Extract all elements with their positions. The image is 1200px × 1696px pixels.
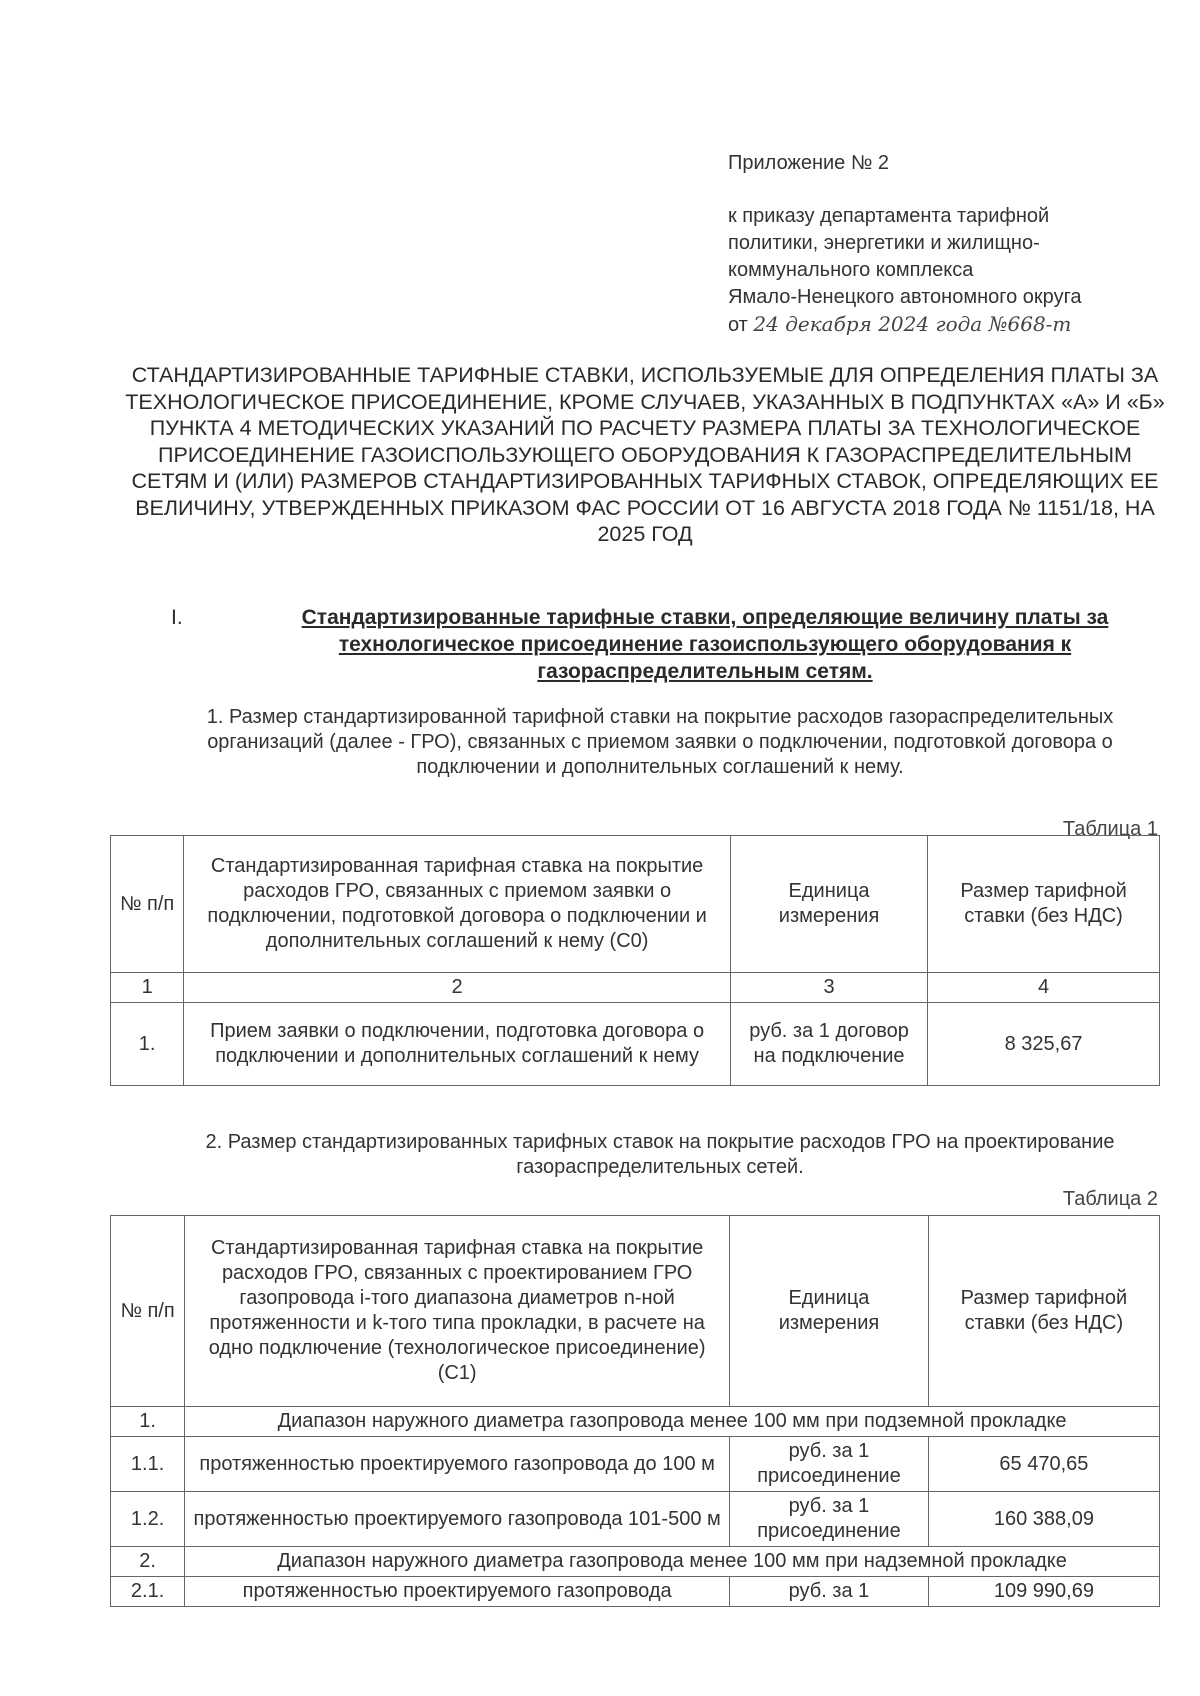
table-group-title: Диапазон наружного диаметра газопровода менее 100 мм при надземной прокладке (185, 1547, 1160, 1577)
section-heading (165, 604, 1165, 685)
table-cell-name: Прием заявки о подключении, подготовка договора о подключении и дополнительных соглашений к нему (184, 1003, 731, 1086)
table-group-title: Диапазон наружного диаметра газопровода менее 100 мм при подземной прокладке (185, 1407, 1160, 1437)
table-cell-num: 1. (111, 1003, 184, 1086)
table-1 (110, 835, 1160, 1086)
table-cell-num: 1.2. (111, 1492, 185, 1547)
table-cell-name: протяженностью проектируемого газопровода (185, 1577, 730, 1607)
table-row (111, 1437, 1160, 1492)
table-cell: 2 (184, 973, 731, 1003)
paragraph-1: 1. Размер стандартизированной тарифной ставки на покрытие расходов газораспределительных организаций (далее - ГРО), связанных с приемом заявки о подключении, подготовкой договора о подключении и дополнительных соглашений к нему. (206, 706, 1114, 778)
annex-date-line (728, 311, 1168, 339)
table-cell-value: 109 990,69 (928, 1577, 1159, 1607)
header-cell-rate: Стандартизированная тарифная ставка на покрытие расходов ГРО, связанных с приемом заявки о подключении, подготовкой договора о подключении и дополнительных соглашений к нему (С0) (184, 836, 731, 973)
table-cell-unit: руб. за 1 присоединение (730, 1492, 929, 1547)
handwritten-signature-date: 24 декабря 2024 года №668-т (753, 312, 1072, 336)
header-cell-rate: Стандартизированная тарифная ставка на покрытие расходов ГРО, связанных с проектированием ГРО газопровода i-того диапазона диаметров n-ной протяженности и k-того типа прокладки, в расчете на одно подключение (технологическое присоединение) (С1) (185, 1216, 730, 1407)
table-cell-unit: руб. за 1 (730, 1577, 929, 1607)
table-cell-num: 1.1. (111, 1437, 185, 1492)
table-cell: 1 (111, 973, 184, 1003)
table-cell-name: протяженностью проектируемого газопровода до 100 м (185, 1437, 730, 1492)
table-cell-unit: руб. за 1 договор на подключение (730, 1003, 927, 1086)
table-header-row (111, 836, 1160, 973)
table-row (111, 1003, 1160, 1086)
table-cell: 4 (928, 973, 1160, 1003)
table-row (111, 1492, 1160, 1547)
table-numbering-row (111, 973, 1160, 1003)
table-group-row (111, 1547, 1160, 1577)
header-cell-num: № п/п (111, 1216, 185, 1407)
annex-line: Ямало-Ненецкого автономного округа (728, 286, 1082, 308)
header-cell-num: № п/п (111, 836, 184, 973)
table-cell-value: 65 470,65 (928, 1437, 1159, 1492)
table-cell-value: 8 325,67 (928, 1003, 1160, 1086)
table-cell-value: 160 388,09 (928, 1492, 1159, 1547)
header-cell-unit: Единица измерения (730, 836, 927, 973)
header-cell-unit: Единица измерения (730, 1216, 929, 1407)
section-number: I. (171, 606, 183, 629)
table-cell-num: 1. (111, 1407, 185, 1437)
document-title: СТАНДАРТИЗИРОВАННЫЕ ТАРИФНЫЕ СТАВКИ, ИСПОЛЬЗУЕМЫЕ ДЛЯ ОПРЕДЕЛЕНИЯ ПЛАТЫ ЗА ТЕХНОЛОГИЧЕСКОЕ ПРИСОЕДИНЕНИЕ, КРОМЕ СЛУЧАЕВ, УКАЗАННЫХ В ПОДПУНКТАХ «А» И «Б» ПУНКТА 4 МЕТОДИЧЕСКИХ УКАЗАНИЙ ПО РАСЧЕТУ РАЗМЕРА ПЛАТЫ ЗА ТЕХНОЛОГИЧЕСКОЕ ПРИСОЕДИНЕНИЕ ГАЗОИСПОЛЬЗУЮЩЕГО ОБОРУДОВАНИЯ К ГАЗОРАСПРЕДЕЛИТЕЛЬНЫМ СЕТЯМ И (ИЛИ) РАЗМЕРОВ СТАНДАРТИЗИРОВАННЫХ ТАРИФНЫХ СТАВОК, ОПРЕДЕЛЯЮЩИХ ЕЕ ВЕЛИЧИНУ, УТВЕРЖДЕННЫХ ПРИКАЗОМ ФАС РОССИИ ОТ 16 АВГУСТА 2018 ГОДА № 1151/18, НА 2025 ГОД (125, 363, 1165, 546)
header-cell-value: Размер тарифной ставки (без НДС) (928, 1216, 1159, 1407)
annex-from: от (728, 314, 748, 336)
annex-number: Приложение № 2 (728, 152, 889, 174)
annex-line: коммунального комплекса (728, 259, 974, 281)
header-cell-value: Размер тарифной ставки (без НДС) (928, 836, 1160, 973)
table-cell: 3 (730, 973, 927, 1003)
table-cell-name: протяженностью проектируемого газопровода 101-500 м (185, 1492, 730, 1547)
table-header-row (111, 1216, 1160, 1407)
table-group-row (111, 1407, 1160, 1437)
table-1-caption: Таблица 1 (1062, 818, 1158, 840)
table-cell-num: 2.1. (111, 1577, 185, 1607)
table-row (111, 1577, 1160, 1607)
section-title: Стандартизированные тарифные ставки, определяющие величину платы за технологическое присоединение газоиспользующего оборудования к газораспределительным сетям. (301, 606, 1109, 683)
table-cell-num: 2. (111, 1547, 185, 1577)
annex-block (728, 150, 1168, 339)
annex-line: политики, энергетики и жилищно- (728, 232, 1040, 254)
table-cell-unit: руб. за 1 присоединение (730, 1437, 929, 1492)
table-2 (110, 1215, 1160, 1607)
table-2-caption: Таблица 2 (1062, 1188, 1158, 1210)
annex-line: к приказу департамента тарифной (728, 205, 1050, 227)
paragraph-2: 2. Размер стандартизированных тарифных ставок на покрытие расходов ГРО на проектирование газораспределительных сетей. (205, 1131, 1115, 1178)
